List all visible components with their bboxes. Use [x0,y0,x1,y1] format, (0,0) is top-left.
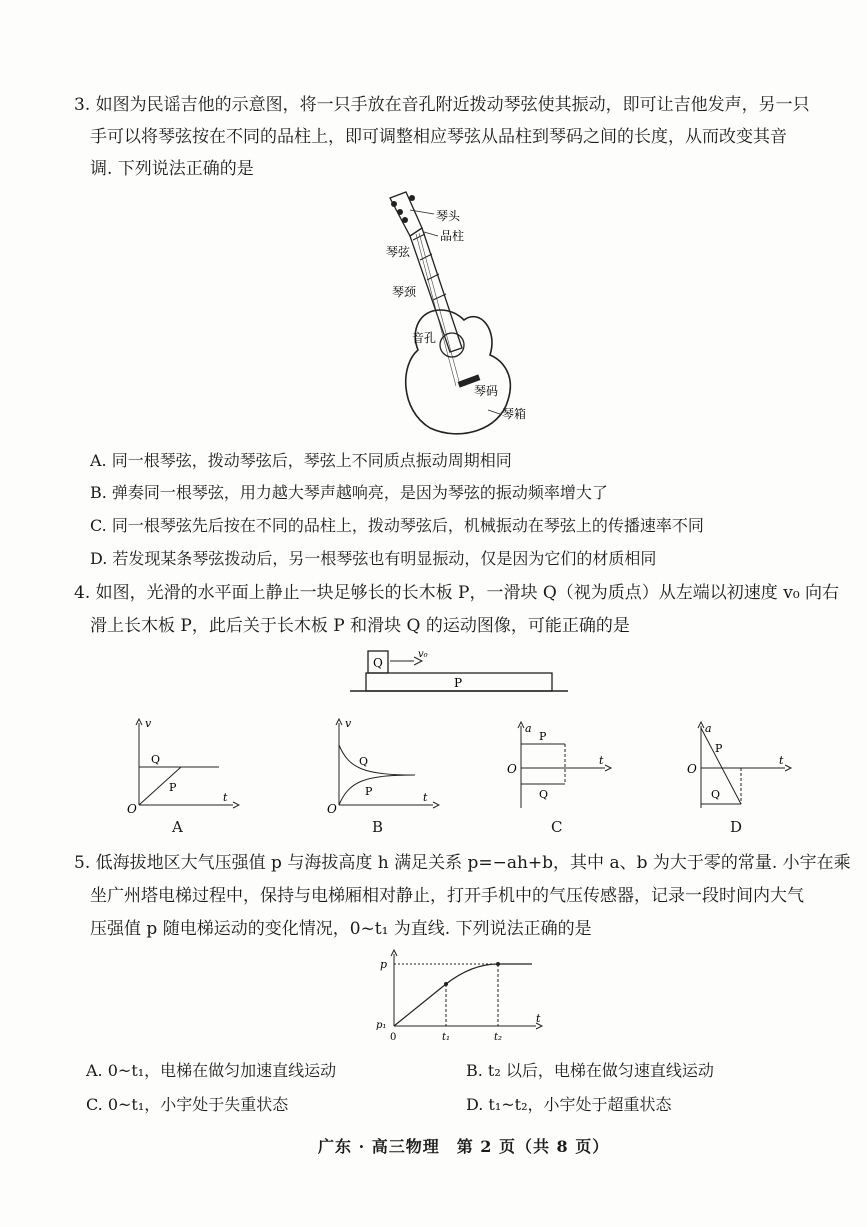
label-box: 琴箱 [502,407,527,421]
svg-text:v: v [345,717,352,730]
q5-option-b: B. t₂ 以后，电梯在做匀速直线运动 [466,1061,714,1080]
svg-text:t: t [423,791,428,804]
svg-text:t₂: t₂ [494,1032,503,1043]
block-label: Q [373,656,383,670]
label-bridge: 琴码 [474,384,499,398]
svg-text:P: P [365,785,373,798]
board-label: P [454,676,463,690]
v0-label: v₀ [418,649,428,660]
q4-stem-line-2: 滑上长木板 P，此后关于长木板 P 和滑块 Q 的运动图像，可能正确的是 [90,616,630,636]
svg-text:O: O [687,762,697,776]
q5-option-d: D. t₁~t₂，小宇处于超重状态 [466,1095,672,1114]
svg-text:t₁: t₁ [442,1032,451,1043]
q3-option-b: B. 弹奏同一根琴弦，用力越大琴声越响亮，是因为琴弦的振动频率增大了 [90,483,608,502]
svg-text:t: t [599,754,604,767]
label-fret: 品柱 [440,229,465,243]
svg-text:Q: Q [539,788,549,801]
graph-d-caption: D [730,818,743,836]
label-neck: 琴颈 [392,285,417,299]
q5-option-c: C. 0~t₁，小宇处于失重状态 [86,1095,289,1114]
svg-text:O: O [127,802,137,815]
q5-stem-line-2: 坐广州塔电梯过程中，保持与电梯厢相对静止，打开手机中的气压传感器，记录一段时间内大气 [90,886,804,906]
q3-stem-line-1: 3. 如图为民谣吉他的示意图，将一只手放在音孔附近拨动琴弦使其振动，即可让吉他发声，另一只 [74,95,810,115]
pressure-graph [372,948,552,1043]
svg-text:v: v [145,717,152,730]
q3-option-c: C. 同一根琴弦先后按在不同的品柱上，拨动琴弦后，机械振动在琴弦上的传播速率不同 [90,516,704,535]
svg-text:P: P [539,730,547,743]
graph-a [125,715,240,815]
graph-b [325,715,440,815]
q3-stem-line-2: 手可以将琴弦按在不同的品柱上，即可调整相应琴弦从品柱到琴码之间的长度，从而改变其音 [90,127,787,147]
svg-text:O: O [327,802,337,815]
svg-text:Q: Q [359,755,369,768]
svg-text:P: P [715,742,723,755]
graph-a-caption: A [172,818,183,836]
q3-option-d: D. 若发现某条琴弦拨动后，另一根琴弦也有明显振动，仅是因为它们的材质相同 [90,549,657,568]
svg-text:t: t [536,1012,541,1025]
q3-option-a: A. 同一根琴弦，拨动琴弦后，琴弦上不同质点振动周期相同 [90,451,512,470]
svg-text:O: O [507,762,517,776]
svg-text:Q: Q [711,788,721,801]
graph-b-caption: B [372,818,384,836]
q5-stem-line-1: 5. 低海拔地区大气压强值 p 与海拔高度 h 满足关系 p=−ah+b，其中 a、b 为大于零的常量. 小宇在乘 [74,853,851,873]
svg-text:0: 0 [390,1032,397,1043]
graph-c-caption: C [551,818,563,836]
board-block-figure [350,645,570,695]
q3-stem-line-3: 调. 下列说法正确的是 [90,159,254,179]
svg-text:p: p [380,958,388,971]
q4-stem-line-1: 4. 如图，光滑的水平面上静止一块足够长的长木板 P，一滑块 Q（视为质点）从左端以初速度 v₀ 向右 [74,583,840,603]
svg-text:Q: Q [151,753,161,766]
svg-text:a: a [705,722,712,735]
label-string: 琴弦 [386,245,411,259]
svg-text:t: t [779,754,784,767]
graph-c [505,718,615,813]
page-footer: 广东 · 高三物理 第 2 页（共 8 页） [318,1137,610,1156]
svg-text:p₁: p₁ [376,1020,387,1031]
q5-stem-line-3: 压强值 p 随电梯运动的变化情况，0~t₁ 为直线. 下列说法正确的是 [90,919,592,939]
svg-text:t: t [223,791,228,804]
q5-option-a: A. 0~t₁，电梯在做匀加速直线运动 [86,1061,337,1080]
svg-text:a: a [525,722,532,735]
graph-d [685,718,795,813]
label-hole: 音孔 [412,331,437,345]
guitar-figure [370,190,550,440]
svg-text:P: P [169,781,177,794]
label-head: 琴头 [436,209,461,223]
